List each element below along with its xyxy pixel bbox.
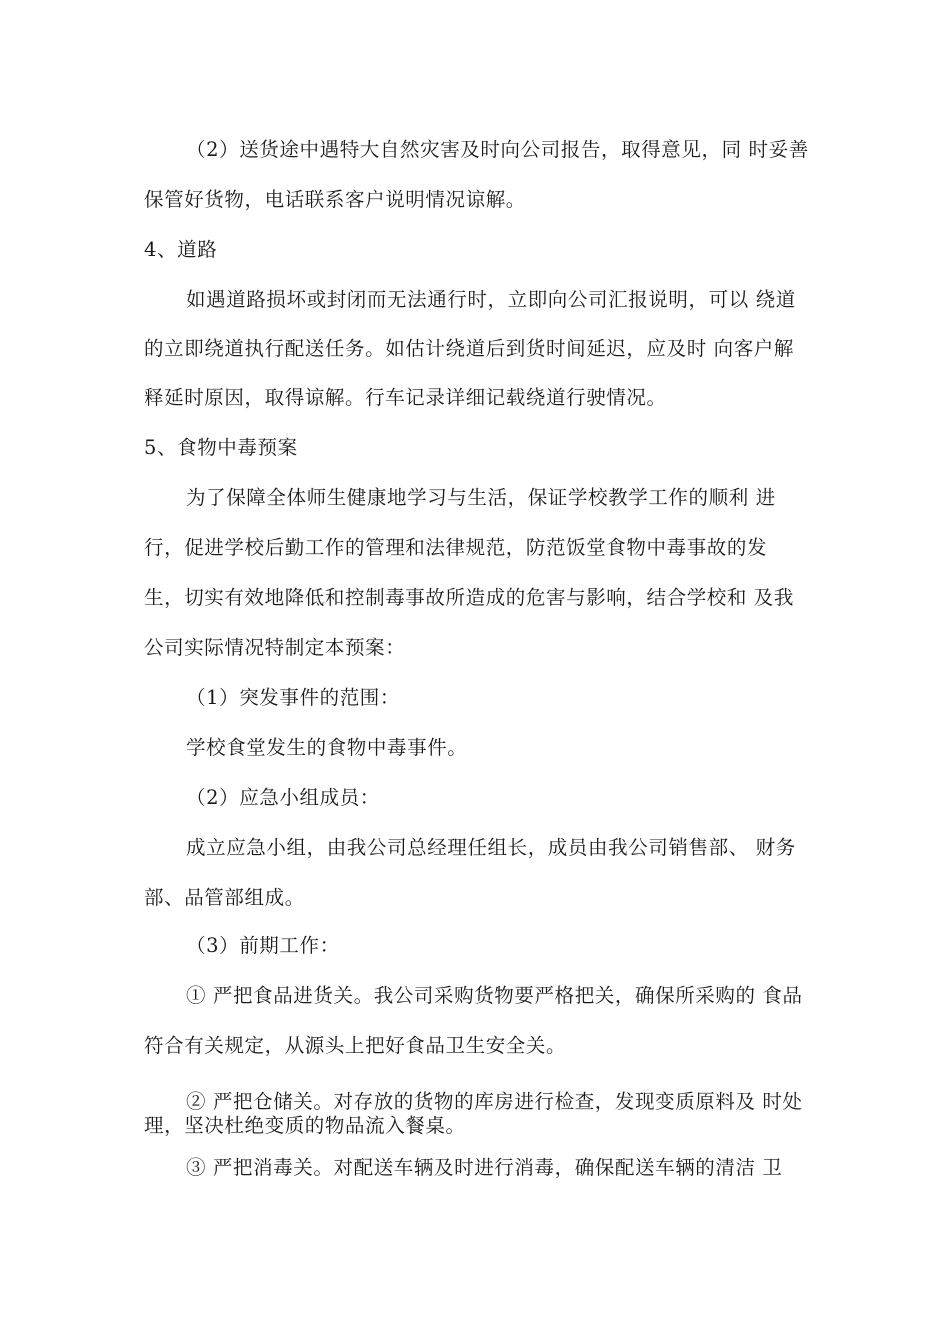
paragraph-line: 行，促进学校后勤工作的管理和法律规范，防范饭堂食物中毒事故的发 [144, 536, 768, 559]
list-item-line: 符合有关规定，从源头上把好食品卫生安全关。 [144, 1034, 567, 1057]
paragraph-line: 保管好货物，电话联系客户说明情况谅解。 [144, 188, 526, 211]
list-item-line: ① 严把食品进货关。我公司采购货物要严格把关，确保所采购的 食品 [186, 984, 803, 1007]
list-item-line: 理，坚决杜绝变质的物品流入餐桌。 [144, 1114, 466, 1137]
section-heading: 4、道路 [144, 238, 218, 261]
paragraph-line: 为了保障全体师生健康地学习与生活，保证学校教学工作的顺利 进 [186, 486, 776, 509]
paragraph-line: 生，切实有效地降低和控制毒事故所造成的危害与影响，结合学校和 及我 [144, 586, 794, 609]
paragraph-line: 公司实际情况特制定本预案： [144, 636, 406, 659]
paragraph-line: 释延时原因，取得谅解。行车记录详细记载绕道行驶情况。 [144, 386, 667, 409]
paragraph-line: 部、品管部组成。 [144, 886, 305, 909]
paragraph-line: 如遇道路损坏或封闭而无法通行时，立即向公司汇报说明，可以 绕道 [186, 288, 796, 311]
subheading-line: （1）突发事件的范围： [186, 686, 401, 709]
list-item-line: ② 严把仓储关。对存放的货物的库房进行检查，发现变质原料及 时处 [186, 1090, 803, 1113]
list-item-line: ③ 严把消毒关。对配送车辆及时进行消毒，确保配送车辆的清洁 卫 [186, 1156, 783, 1179]
section-heading: 5、食物中毒预案 [144, 436, 298, 459]
paragraph-line: 成立应急小组，由我公司总经理任组长，成员由我公司销售部、 财务 [186, 836, 796, 859]
paragraph-line: （2）送货途中遇特大自然灾害及时向公司报告，取得意见，同 时妥善 [186, 138, 809, 161]
paragraph-line: 学校食堂发生的食物中毒事件。 [186, 736, 468, 759]
subheading-line: （2）应急小组成员： [186, 786, 380, 809]
paragraph-line: 的立即绕道执行配送任务。如估计绕道后到货时间延迟，应及时 向客户解 [144, 337, 794, 360]
subheading-line: （3）前期工作： [186, 934, 340, 957]
